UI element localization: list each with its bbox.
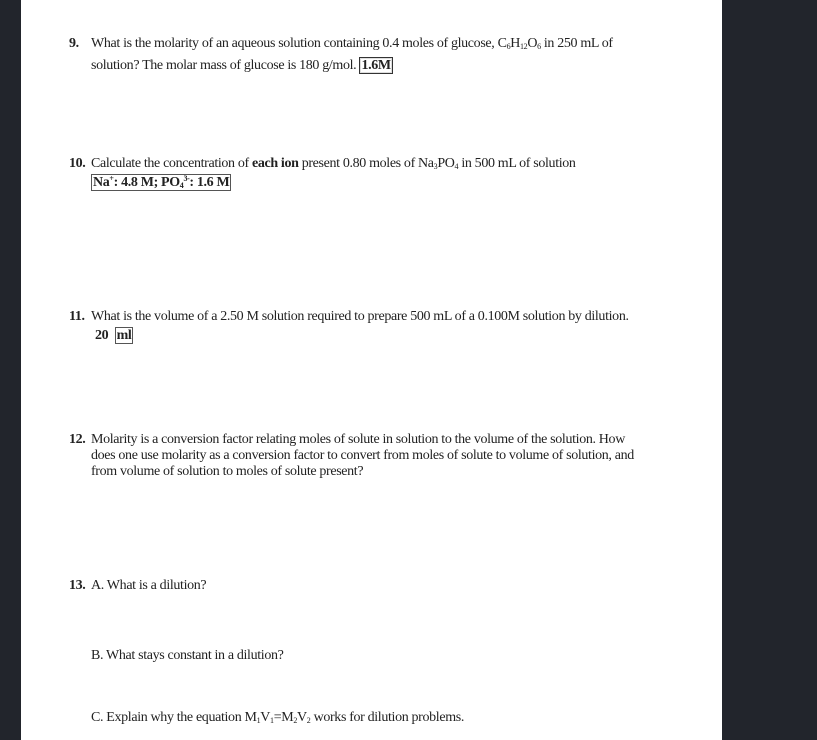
answer-box: ml bbox=[116, 328, 132, 343]
question-text bbox=[91, 307, 629, 345]
question-number: 9. bbox=[69, 36, 79, 51]
question-13-part-c: C. Explain why the equation $M_1V_1=M_2V_2$ works for dilution problems. bbox=[91, 710, 464, 725]
question-line: What is the volume of a 2.50 M solution required to prepare 500 mL of a 0.100M solution by dilution. bbox=[91, 309, 629, 324]
question-line bbox=[91, 173, 576, 192]
question-line: 20 ml bbox=[95, 328, 132, 343]
question-text bbox=[91, 34, 613, 75]
question-number: 11. bbox=[69, 309, 85, 324]
question-number: 12. bbox=[69, 432, 86, 447]
question-11 bbox=[69, 307, 709, 347]
question-part-a: A. What is a dilution? bbox=[91, 578, 207, 593]
question-number: 10. bbox=[69, 156, 86, 171]
question-line: What is the molarity of an aqueous solution containing 0.4 moles of glucose, $C_6H_{12}O_6$ in 250 mL of bbox=[91, 36, 613, 51]
question-13 bbox=[69, 576, 709, 596]
question-line: solution? The molar mass of glucose is 180 g/mol. 1.6M bbox=[91, 58, 391, 73]
question-text bbox=[91, 432, 634, 480]
question-9 bbox=[69, 34, 709, 74]
answer-box: Na+: 4.8 M; $PO_4^{3-}$: 1.6 M bbox=[93, 174, 230, 190]
question-line: does one use molarity as a conversion factor to convert from moles of solute to volume of solution, and bbox=[91, 448, 634, 463]
question-10 bbox=[69, 154, 709, 194]
question-line: from volume of solution to moles of solute present? bbox=[91, 464, 364, 479]
question-number: 13. bbox=[69, 578, 86, 593]
question-line: Calculate the concentration of each ion present 0.80 moles of $Na_3PO_4$ in 500 mL of solution bbox=[91, 156, 576, 171]
question-12 bbox=[69, 432, 709, 492]
document-page bbox=[21, 0, 722, 740]
answer-box: 1.6M bbox=[361, 58, 391, 73]
question-line: Molarity is a conversion factor relating moles of solute in solution to the volume of the solution. How bbox=[91, 432, 625, 447]
question-13-part-b: B. What stays constant in a dilution? bbox=[91, 648, 284, 663]
question-text bbox=[91, 154, 576, 192]
